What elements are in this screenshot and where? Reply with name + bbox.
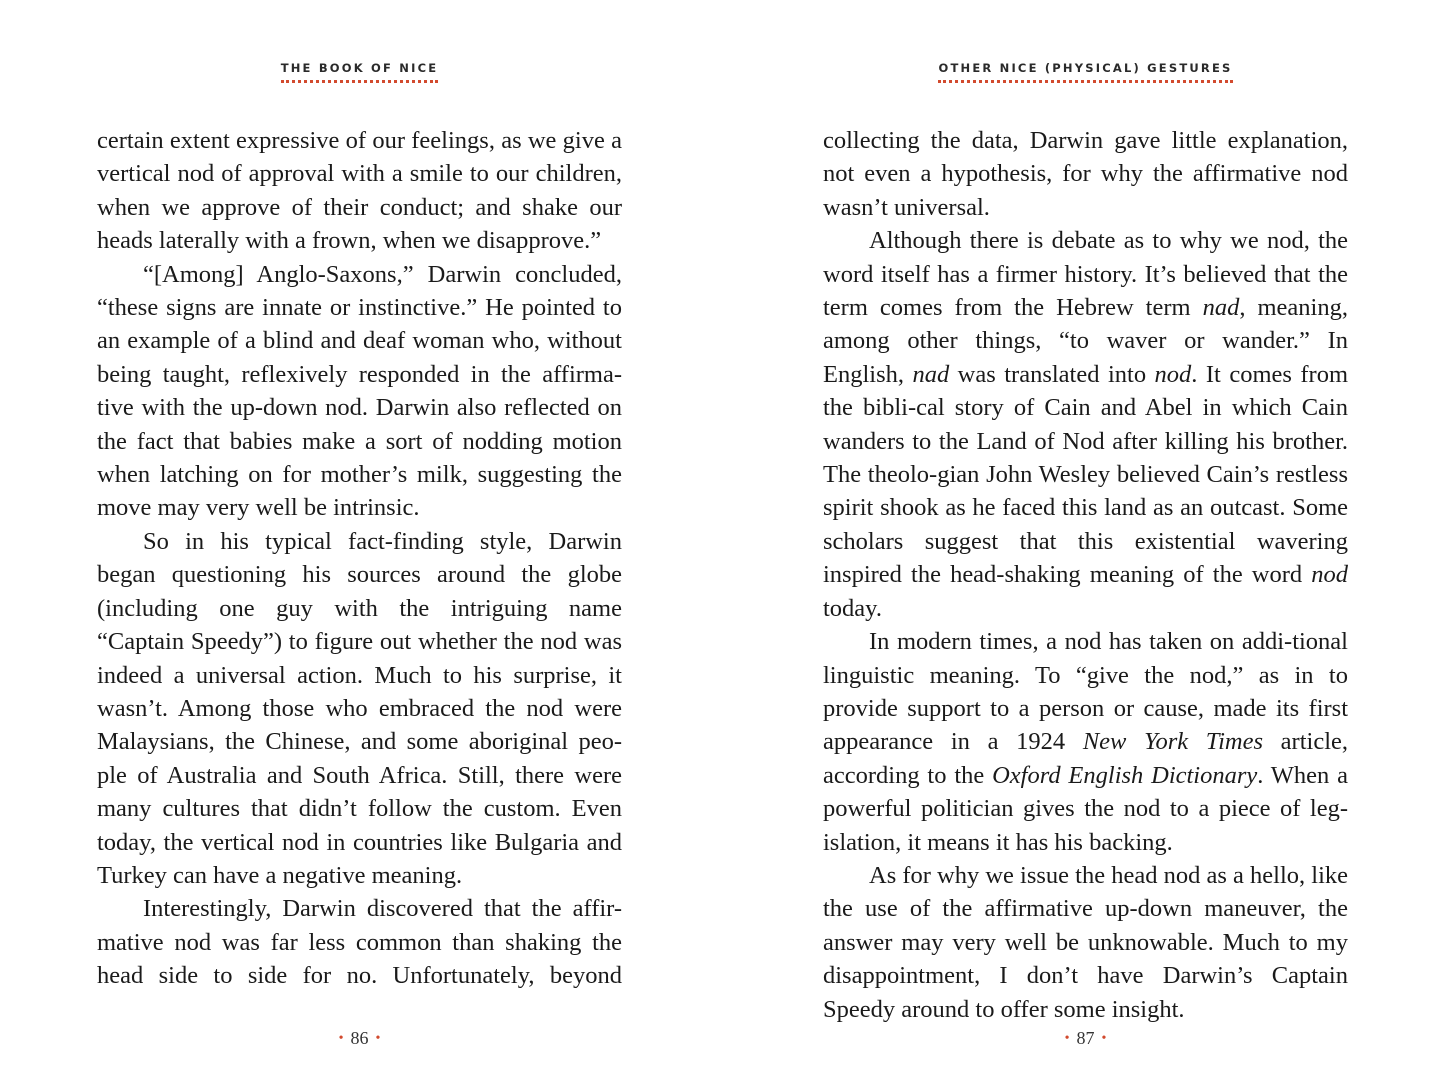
italic-title: New York Times (1082, 728, 1263, 756)
italic-term: nod (1154, 360, 1192, 388)
paragraph: collecting the data, Darwin gave little explanation, not even a hypothesis, for why the affirmative nod wasn’t universal. (823, 127, 1348, 221)
right-body-text (823, 124, 1348, 1026)
text-run: . It comes from the bibli-cal story of Cain and Abel in which Cain wanders to the Land of Nod after killing his brother. The theolo-gian John Wesley believed Cain’s restless spirit shook as he faced this land as an outcast. Some scholars suggest that this existential wavering inspired the head-shaking meaning of the word (823, 360, 1349, 589)
paragraph: As for why we issue the head nod as a hello, like the use of the affirmative up-down maneuver, the answer may very well be unknowable. Much to my disappointment, I don’t have Darwin’s Captain Speedy around to offer some insight. (823, 861, 1348, 1023)
running-head-left (97, 57, 622, 83)
page-number: 86 (350, 1028, 369, 1048)
running-head-title: THE BOOK OF NICE (281, 61, 439, 83)
folio-dot-icon: • (1064, 1031, 1070, 1046)
paragraph: Interestingly, Darwin discovered that the affir-mative nod was far less common than shaking the head side to side for no. Unfortunately, beyond (97, 895, 622, 990)
left-page (97, 0, 622, 1084)
paragraph: So in his typical fact-finding style, Darwin began questioning his sources around the globe (including one guy with the intriguing name “Captain Speedy”) to figure out whether the nod was indeed a universal action. Much to his surprise, it wasn’t. Among those who embraced the nod were Malaysians, the Chinese, and some aboriginal peo-ple of Australia and South Africa. Still, there were many cultures that didn’t follow the custom. Even today, the vertical nod in countries like Bulgaria and Turkey can have a negative meaning. (97, 527, 622, 889)
running-head-title: OTHER NICE (PHYSICAL) GESTURES (938, 61, 1232, 83)
page-number-right (823, 1028, 1348, 1049)
paragraph: “[Among] Anglo-Saxons,” Darwin concluded, “these signs are innate or instinctive.” He pointed to an example of a blind and deaf woman who, without being taught, reflexively responded in the affirma-tive with the up-down nod. Darwin also reflected on the fact that babies make a sort of nodding motion when latching on for mother’s milk, suggesting the move may very well be intrinsic. (97, 260, 622, 522)
text-run: In modern times, a nod has taken on addi-tional linguistic meaning. To “give the nod,” as in to provide support to a person or cause, made its first appearance in a 1924 (823, 628, 1348, 756)
italic-term: nad (1202, 294, 1240, 322)
folio-dot-icon: • (1101, 1031, 1107, 1046)
text-run: . When a powerful politician gives the nod to a piece of leg-islation, it means it has his backing. (823, 761, 1349, 856)
folio-dot-icon: • (375, 1031, 381, 1046)
text-run: was translated into (949, 360, 1155, 388)
paragraph: certain extent expressive of our feelings, as we give a vertical nod of approval with a smile to our children, when we approve of their conduct; and shake our heads laterally with a frown, when we disapprove.” (97, 127, 622, 255)
running-head-right (823, 57, 1348, 83)
text-run: , meaning, among other things, “to waver or wander.” In English, (823, 294, 1348, 388)
italic-term: nod (1311, 561, 1348, 589)
italic-term: nad (912, 360, 950, 388)
text-run: today. (823, 594, 882, 622)
left-body-text (97, 124, 622, 993)
paragraph (823, 224, 1348, 625)
folio-dot-icon: • (338, 1031, 344, 1046)
paragraph (823, 625, 1348, 859)
text-run: Although there is debate as to why we nod, the word itself has a firmer history. It’s believed that the term comes from the Hebrew term (823, 227, 1348, 322)
text-run: article, according to the (823, 728, 1348, 789)
right-page (823, 0, 1348, 1084)
page-number: 87 (1076, 1028, 1095, 1048)
page-number-left (97, 1028, 622, 1049)
italic-title: Oxford English Dictionary (992, 761, 1258, 789)
